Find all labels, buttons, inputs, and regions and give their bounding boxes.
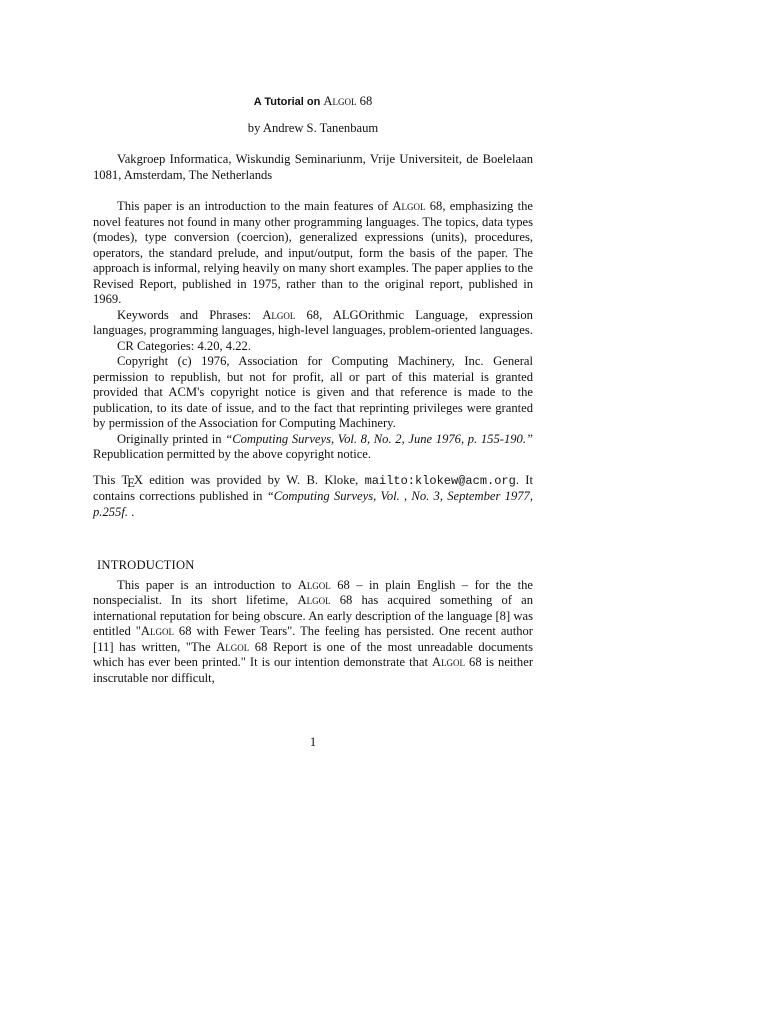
author-line: by Andrew S. Tanenbaum: [247, 121, 379, 135]
copyright-paragraph: Copyright (c) 1976, Association for Computing Machinery, Inc. General permission to republish, but not for profit, all or part of this material is granted provided that ACM's copyright notice is given and that reference is made to the publication, to its date of issue, and to the fact that reprinting privileges were granted by permission of the Association for Computing Machinery.: [93, 354, 533, 430]
introduction-paragraph: This paper is an introduction to Algol 68 – in plain English – for the the nonspecialist. In its short lifetime, Algol 68 has acquired something of an international reputation for being obscure. An early description of the language [8] was entitled "Algol 68 with Fewer Tears". The feeling has persisted. One recent author [11] has written, "The Algol 68 Report is one of the most unreadable documents which has ever been printed." It is our intention demonstrate that Algol 68 is neither inscrutable nor difficult,: [93, 577, 534, 685]
title-prefix: A Tutorial on: [253, 96, 321, 108]
tex-edition-note: This TEX edition was provided by W. B. Kloke, mailto:klokew@acm.org. It contains corrections published in “Computing Surveys, Vol. , No. 3, September 1977, p.255f. .: [93, 472, 533, 519]
keywords-paragraph: Keywords and Phrases: Algol 68, ALGOrithmic Language, expression languages, programming languages, high-level languages, problem-oriented languages.: [93, 307, 533, 337]
paper-title: [93, 92, 533, 110]
abstract-paragraph: This paper is an introduction to the main features of Algol 68, emphasizing the novel features not found in many other programming languages. The topics, data types (modes), type conversion (coercion), generalized expressions (units), procedures, operators, the standard prelude, and input/output, form the basis of the paper. The approach is informal, relying heavily on many short examples. The paper applies to the Revised Report, published in 1975, rather than to the original report, published in 1969.: [93, 199, 533, 306]
paper-page: [93, 92, 534, 749]
originally-printed: Originally printed in “Computing Surveys, Vol. 8, No. 2, June 1976, p. 155-190.” Republication permitted by the above copyright notice.: [93, 431, 534, 461]
affiliation: Vakgroep Informatica, Wiskundig Seminariunm, Vrije Universiteit, de Boelelaan 1081, Amsterdam, The Netherlands: [93, 152, 533, 182]
section-heading-introduction: INTRODUCTION: [97, 558, 195, 572]
page-number: 1: [309, 735, 317, 749]
mailto-link[interactable]: mailto:klokew@acm.org: [364, 473, 516, 488]
cr-categories: CR Categories: 4.20, 4.22.: [117, 338, 251, 353]
title-algol: Algol 68: [323, 94, 373, 108]
